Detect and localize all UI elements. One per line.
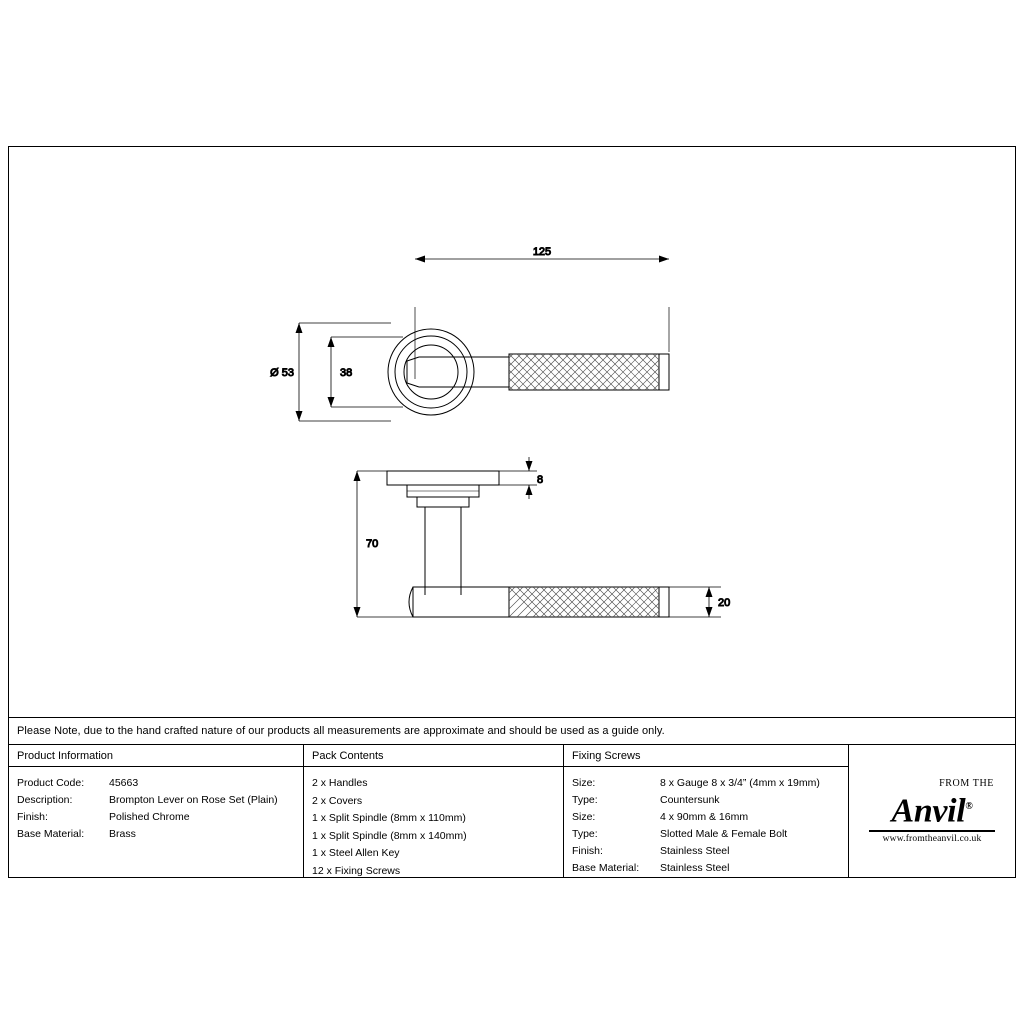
fixing-size-label-2: Size: (572, 811, 596, 823)
fixing-size-row (572, 775, 848, 792)
technical-drawing-sheet (8, 146, 1016, 878)
base-material-row (17, 826, 303, 843)
fixing-base-material-label: Base Material: (572, 862, 640, 874)
dim-label-53: Ø 53 (270, 367, 294, 379)
lever-drawing-svg (9, 147, 1015, 717)
description-row (17, 792, 303, 809)
logo-anvil-wordmark (891, 789, 972, 829)
fixing-finish-row (572, 843, 848, 860)
fixing-screws-header: Fixing Screws (564, 745, 848, 767)
finish-label: Finish: (17, 811, 48, 823)
knurled-grip (509, 354, 669, 390)
grip-end-cap-side (659, 587, 669, 617)
logo-anvil-text: Anvil (891, 792, 966, 830)
product-code-label: Product Code: (17, 777, 85, 789)
fixing-finish-value: Stainless Steel (660, 845, 730, 857)
fixing-type-value: Countersunk (660, 794, 720, 806)
finish-row (17, 809, 303, 826)
logo-divider (869, 830, 995, 832)
measurement-note: Please Note, due to the hand crafted nature of our products all measurements are approximate and should be used as a guide only. (17, 725, 665, 737)
rose-outer-circle (388, 329, 474, 415)
pack-contents-body (304, 767, 563, 880)
pack-contents-header: Pack Contents (304, 745, 563, 767)
measurement-note-row (9, 717, 1015, 745)
list-item: 12 x Fixing Screws (312, 864, 401, 877)
fixing-base-material-row (572, 860, 848, 877)
fixing-screws-column (564, 745, 849, 877)
description-label: Description: (17, 794, 73, 806)
fixing-type-value-2: Slotted Male & Female Bolt (660, 828, 788, 840)
brand-logo-column (849, 745, 1015, 877)
fixing-size-row-2 (572, 809, 848, 826)
drawing-area (9, 147, 1015, 717)
pack-contents-column (304, 745, 564, 877)
product-code-row (17, 775, 303, 792)
fixing-type-label: Type: (572, 794, 598, 806)
logo-from-the-text: FROM THE (939, 777, 994, 789)
dim-label-8: 8 (537, 474, 544, 486)
base-material-label: Base Material: (17, 828, 85, 840)
knurl-hatch-top (509, 354, 659, 390)
list-item: 1 x Split Spindle (8mm x 110mm) (312, 812, 466, 824)
knurled-grip-side (509, 587, 669, 617)
list-item: 2 x Handles (312, 777, 368, 789)
fixing-type-label-2: Type: (572, 828, 598, 840)
dim-label-70: 70 (366, 538, 379, 550)
dim-label-20: 20 (718, 597, 731, 609)
dim-label-38: 38 (340, 367, 353, 379)
rose-ring-circle (404, 345, 458, 399)
dim-label-125: 125 (532, 246, 552, 258)
base-material-value: Brass (109, 828, 136, 840)
grip-end-cap (659, 354, 669, 390)
registered-trademark-icon: ® (965, 800, 973, 812)
fixing-size-label: Size: (572, 777, 596, 789)
product-code-value: 45663 (109, 777, 139, 789)
list-item: 2 x Covers (312, 794, 363, 807)
list-item: 1 x Steel Allen Key (312, 847, 400, 859)
list-item: 1 x Split Spindle (8mm x 140mm) (312, 829, 467, 842)
product-information-header: Product Information (9, 745, 303, 767)
knurl-hatch-side (509, 587, 659, 617)
logo-url: www.fromtheanvil.co.uk (882, 834, 982, 845)
rose-step2-side (417, 497, 469, 507)
fixing-size-value: 8 x Gauge 8 x 3/4” (4mm x 19mm) (660, 777, 820, 789)
fixing-screws-body (564, 767, 848, 877)
info-table (9, 745, 1015, 877)
product-information-column (9, 745, 304, 877)
product-information-body (9, 767, 303, 843)
fixing-size-value-2: 4 x 90mm & 16mm (660, 811, 749, 823)
fixing-base-material-value: Stainless Steel (660, 862, 730, 874)
rose-plate-side (387, 471, 499, 485)
fixing-finish-label: Finish: (572, 845, 603, 857)
fixing-type-row-2 (572, 826, 848, 843)
rose-inner-circle (395, 336, 467, 408)
finish-value: Polished Chrome (109, 811, 190, 823)
fixing-type-row (572, 792, 848, 809)
description-value: Brompton Lever on Rose Set (Plain) (109, 794, 278, 806)
brand-logo (849, 745, 1015, 877)
